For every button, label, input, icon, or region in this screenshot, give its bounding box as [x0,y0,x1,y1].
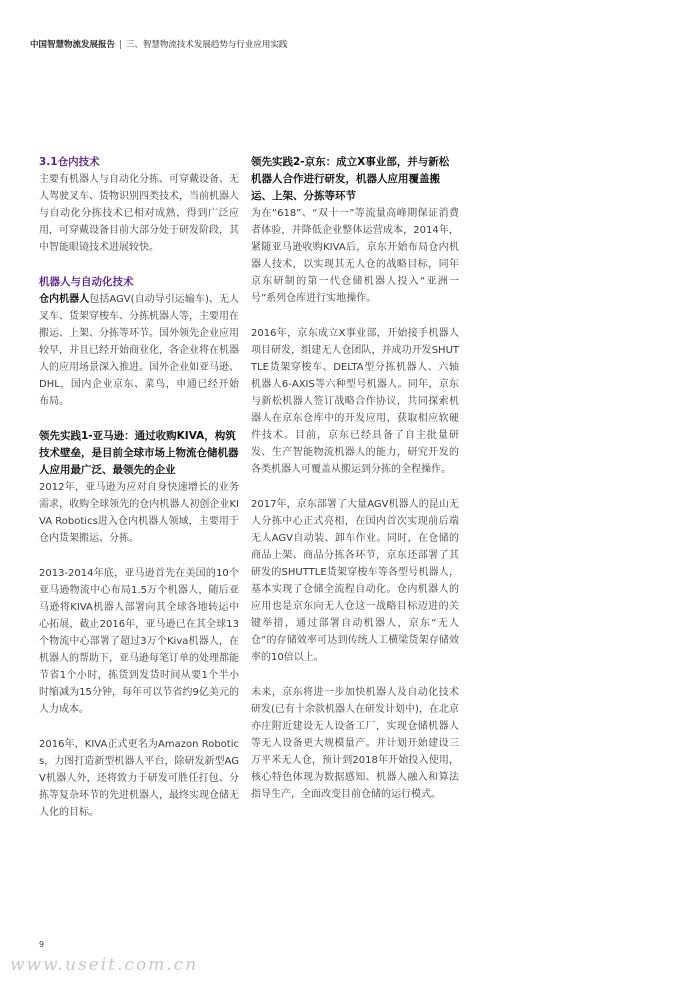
page-header [30,38,287,50]
lead-term: 仓内机器人 [39,294,90,305]
amazon-robotics [39,736,239,821]
report-title: 中国智慧物流发展报告 [30,40,116,50]
section-robots [39,274,239,410]
paragraph [39,291,239,410]
paragraph: 2013-2014年底，亚马逊首先在美国的10个亚马逊物流中心布局1.5万个机器人，随后亚马逊将KIVA机器人部署向其全球各地转运中心拓展，截止2016年，亚马逊已在其全球13个物流中心部署了超过3万个Kiva机器人，在机器人的帮助下，亚马逊每笔订单的处理都能节省1个小时，拣货到发货时间从要1个半小时缩减为15分钟，每年可以节省约9亿美元的人力成本。 [39,568,239,715]
jd-future [251,684,459,803]
header-separator: | [119,40,122,50]
section-heading: 机器人与自动化技术 [39,276,134,288]
paragraph: 2016年，KIVA正式更名为Amazon Robotics，力图打造新型机器人平台，除研发新型AGV机器人外，还将致力于研发可胜任打包、分拣等复杂环节的先进机器人，最终实现仓储无人化的目标。 [39,739,239,818]
case-heading: 领先实践2-京东：成立X事业部，并与新松机器人合作进行研发，机器人应用覆盖搬运、上架、分拣等环节 [251,156,450,202]
case-amazon [39,428,239,547]
case-jd [251,154,459,307]
jd-2017 [251,496,459,666]
page-number: 9 [39,940,45,949]
section-title: 三、智慧物流技术发展趋势与行业应用实践 [125,40,288,50]
paragraph: 2016年，京东成立X事业部，开始接手机器人项目研发，组建无人仓团队，并成功开发SHUTTLE货架穿梭车、DELTA型分拣机器人、六轴机器人6-AXIS等六种型号机器人。同年，京东与新松机器人签订战略合作协议，共同探索机器人在京东仓库中的开发应用，获取相应软硬件技术。目前，京东已经具备了自主批量研发、生产智能物流机器人的能力，研究开发的各类机器人可覆盖从搬运到分拣的全程操作。 [251,328,459,475]
section-heading: 3.1仓内技术 [39,156,100,168]
watermark: www.useit.com.cn [10,955,199,975]
right-column [251,154,459,821]
paragraph: 为在“618”、“双十一”等流量高峰期保证消费者体验，并降低企业整体运营成本，2014年，紧随亚马逊收购KIVA后，京东开始布局仓内机器人技术，以实现其无人仓的战略目标，同年京东研制的第一代仓储机器人投入“亚洲一号”系列仓库进行实地操作。 [251,208,459,304]
paragraph: 未来，京东将进一步加快机器人及自动化技术研发(已有十余款机器人在研发计划中)，在北京亦庄附近建设无人设备工厂，实现仓储机器人等无人设备更大规模量产。并计划开始建设三万平米无人仓，预计到2018年开始投入使用，核心特色体现为数据感知、机器人融入和算法指导生产，全面改变目前仓储的运行模式。 [251,687,459,800]
paragraph-text: 包括AGV(自动导引运输车)、无人叉车、货架穿梭车、分拣机器人等，主要用在搬运、上架、分拣等环节。国外领先企业应用较早，并且已经开始商业化，各企业将在机器人的应用场景深入推进。国外企业如亚马逊、DHL，国内企业京东、菜鸟，申通已经开始布局。 [39,294,240,407]
paragraph: 2017年，京东部署了大量AGV机器人的昆山无人分拣中心正式亮相，在国内首次实现前后端无人AGV自动装、卸车作业。同时，在仓储的商品上架、商品分拣各环节，京东还部署了其研发的SHUTTLE货架穿梭车等各型号机器人，基本实现了仓储全流程自动化。仓内机器人的应用也是京东向无人仓这一战略目标迈进的关键举措，通过部署自动机器人，京东“无人仓”的存储效率可达到传统人工横梁货架存储效率的10倍以上。 [251,499,459,663]
paragraph: 主要有机器人与自动化分拣、可穿戴设备、无人驾驶叉车、货物识别四类技术，当前机器人与自动化分拣技术已相对成熟，得到广泛应用，可穿戴设备目前大部分处于研发阶段，其中智能眼镜技术进展较快。 [39,174,239,253]
left-column [39,154,239,839]
case-heading: 领先实践1-亚马逊：通过收购KIVA，构筑技术壁垒，是目前全球市场上物流仓储机器人应用最广泛、最领先的企业 [39,430,239,476]
paragraph: 2012年，亚马逊为应对自身快速增长的业务需求，收购全球领先的仓内机器人初创企业KIVA Robotics进入仓内机器人领域，主要用于仓内货架搬运、分拣。 [39,482,239,544]
jd-2016 [251,325,459,478]
section-warehouse-tech [39,154,239,256]
amazon-deployment [39,565,239,718]
